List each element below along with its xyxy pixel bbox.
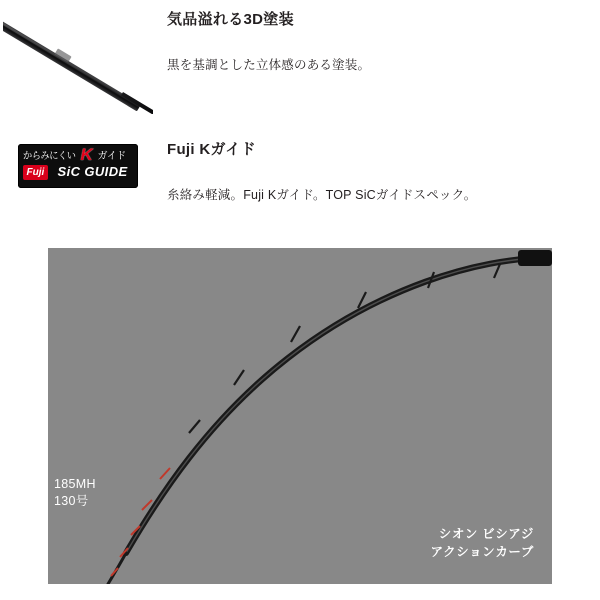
guide-set-accent: [111, 468, 170, 576]
action-curve-panel: [48, 248, 552, 584]
feature-description-paint: 黒を基調とした立体感のある塗装。: [167, 57, 371, 72]
fuji-logo-top-right-text: ガイド: [97, 151, 126, 162]
feature-block-fuji-guide: [0, 140, 600, 204]
rod-blank-photo: [0, 10, 155, 114]
guide-6: [189, 420, 200, 433]
guide-4: [291, 326, 300, 342]
guide-5: [234, 370, 244, 385]
caption-line-1: シオン ビシアジ: [438, 526, 534, 541]
fuji-logo-k-mark: K: [80, 145, 93, 164]
feature-text-paint: [155, 10, 600, 74]
feature-title-paint: 気品溢れる3D塗装: [167, 11, 294, 28]
feature-block-paint: [0, 10, 600, 114]
fuji-logo-top-left-text: からみにくい: [22, 151, 75, 162]
fuji-sic-guide-logo: [0, 140, 155, 188]
rod-blank-image: [3, 14, 153, 114]
feature-text-fuji-guide: [155, 140, 600, 204]
feature-description-fuji-guide: 糸絡み軽減。Fuji Kガイド。TOP SiCガイドスペック。: [167, 187, 477, 202]
action-curve-model-label: [54, 476, 96, 510]
rod-blank-shape: [3, 18, 141, 111]
feature-title-fuji-guide: Fuji Kガイド: [167, 141, 256, 158]
rod-butt-grip: [518, 250, 552, 266]
guide-1: [494, 264, 500, 278]
model-label-line-2: 130号: [54, 493, 89, 508]
fuji-logo-badge: [18, 144, 138, 188]
rod-bend-curve: [126, 258, 546, 553]
action-curve-caption: [430, 525, 534, 563]
rod-bend-highlight: [126, 258, 546, 553]
model-label-line-1: 185MH: [54, 477, 96, 491]
fuji-logo-brand-text: SiC GUIDE: [57, 164, 128, 179]
caption-line-2: アクションカーブ: [430, 545, 534, 560]
guide-7: [160, 468, 170, 479]
fuji-logo-brand-tag: Fuji: [23, 165, 49, 180]
